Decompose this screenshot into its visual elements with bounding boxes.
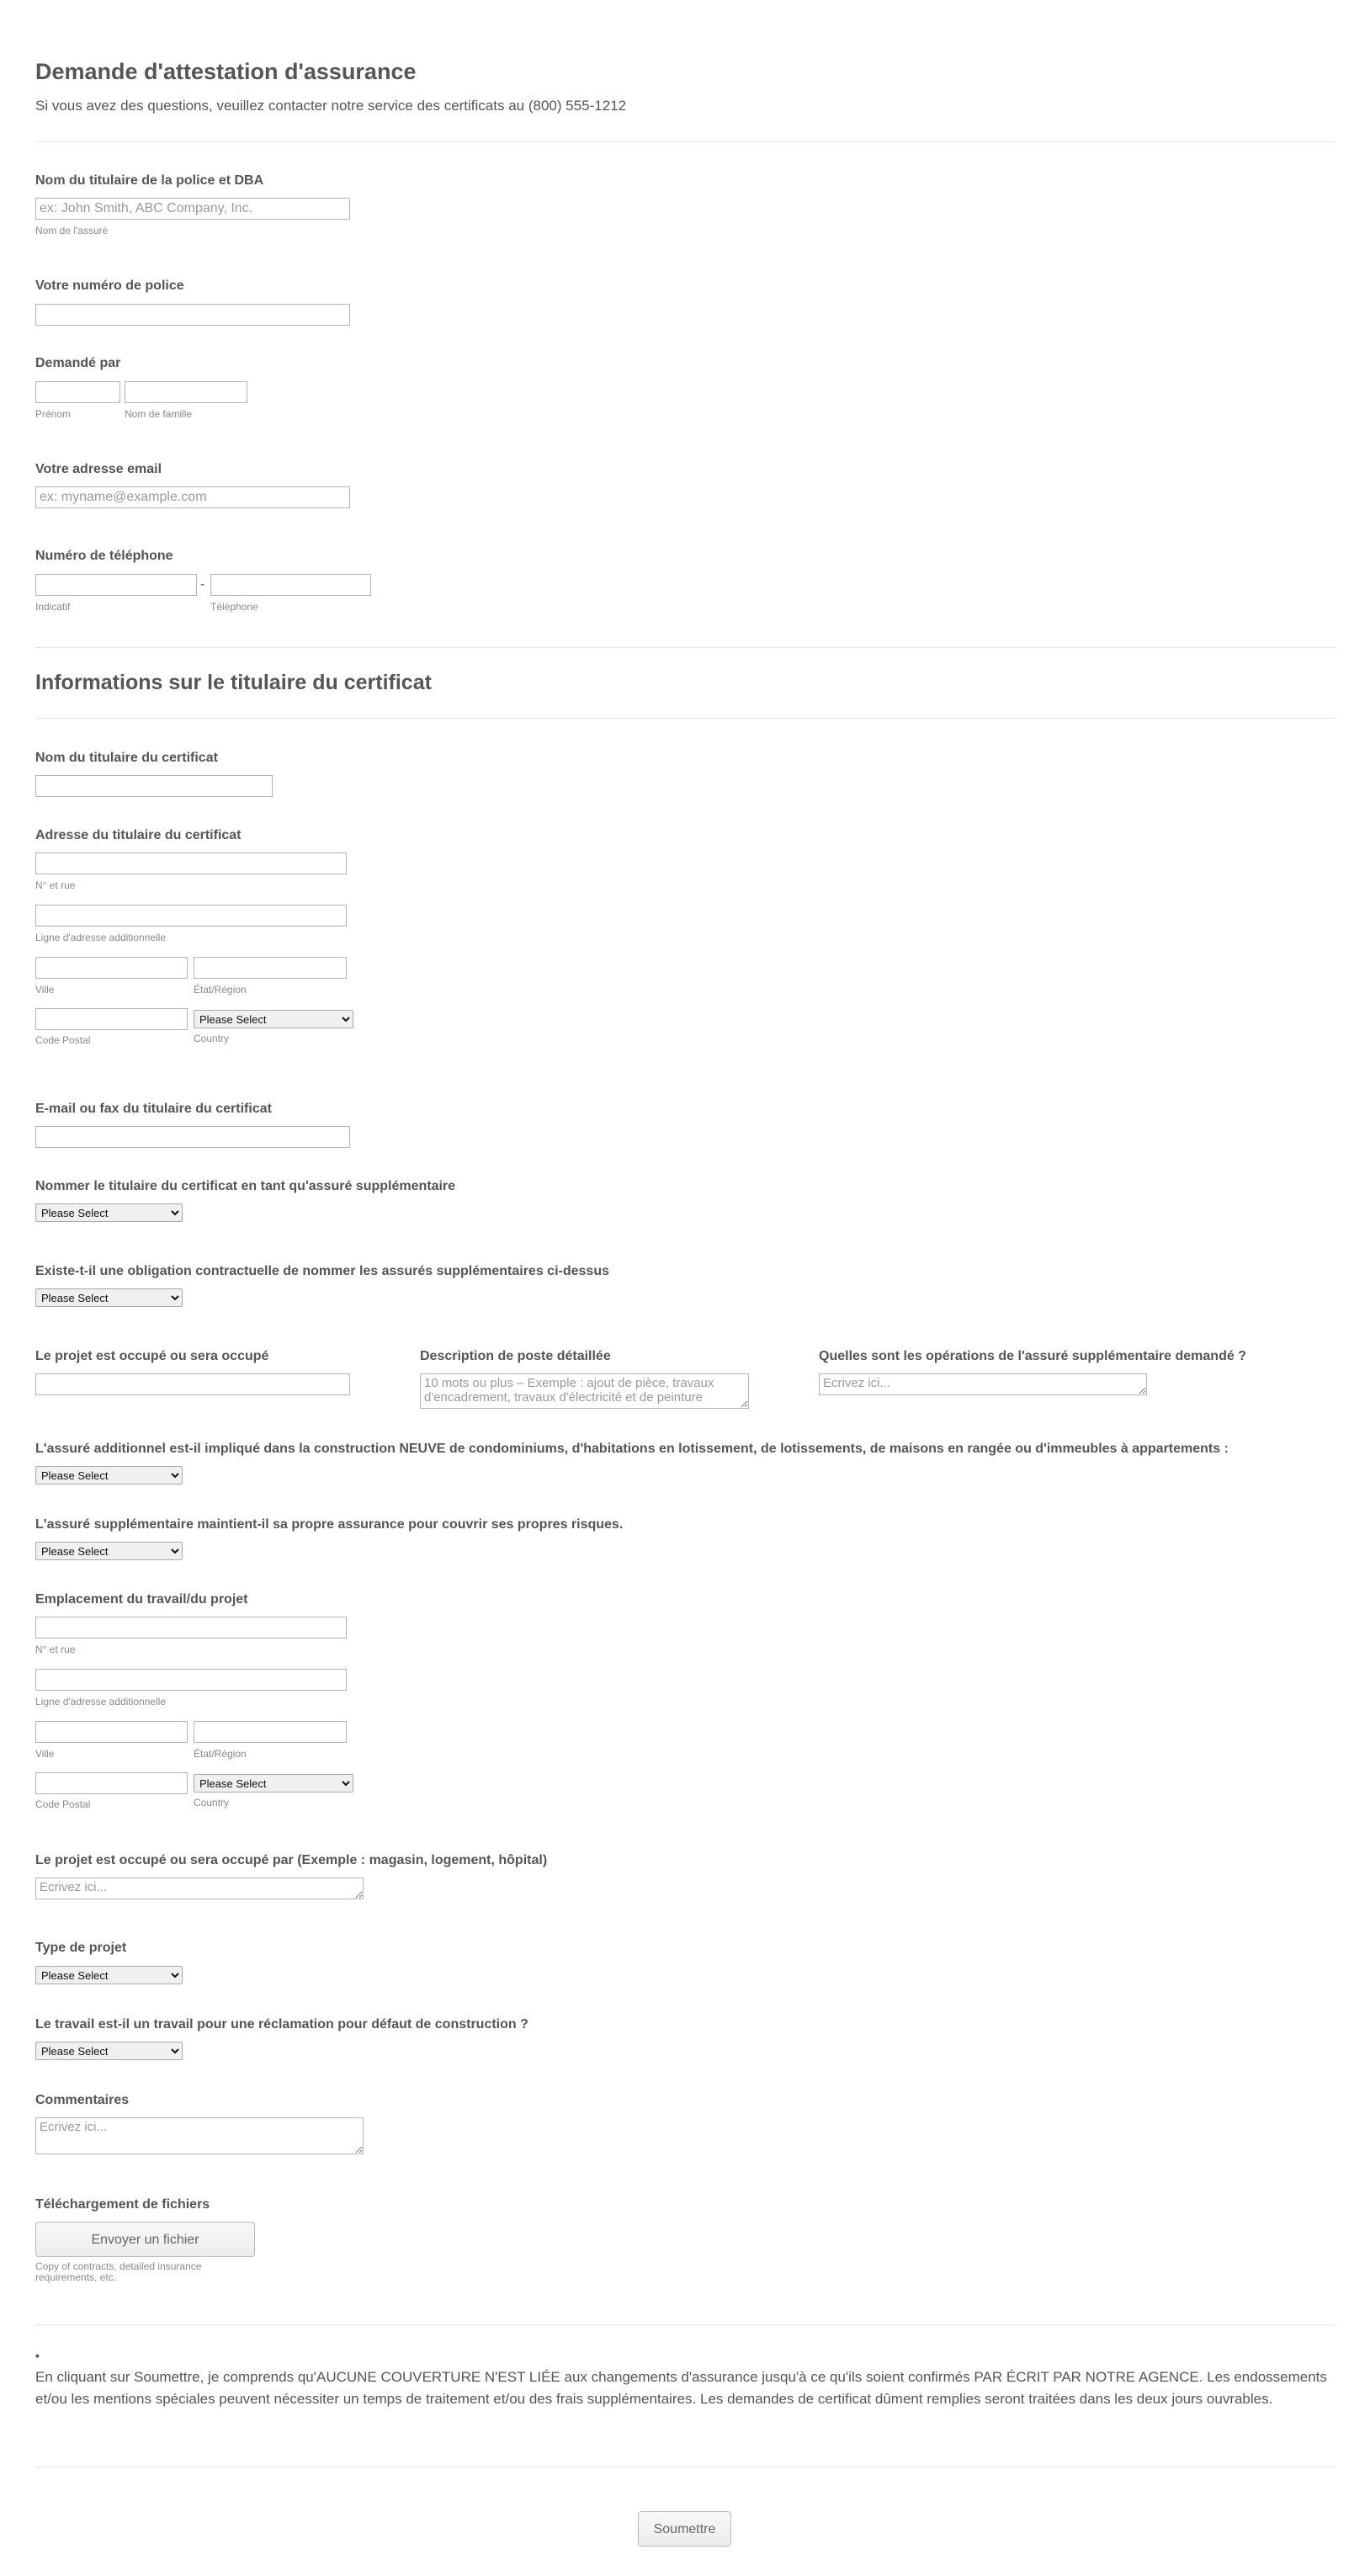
job-state-sublabel: État/Région [194, 1748, 247, 1760]
last-name-sublabel: Nom de famille [125, 408, 193, 420]
file-upload-hint: requirements, etc. [35, 2271, 117, 2283]
divider [35, 647, 1335, 648]
phone-number-input[interactable] [210, 574, 371, 596]
job-state-input[interactable] [194, 1721, 347, 1743]
certificate-address-label: Adresse du titulaire du certificat [35, 828, 242, 842]
first-name-sublabel: Prénom [35, 408, 72, 420]
job-city-input[interactable] [35, 1721, 188, 1743]
certificate-street-sublabel: N° et rue [35, 879, 76, 891]
file-upload-label: Téléchargement de fichiers [35, 2197, 210, 2212]
job-line2-sublabel: Ligne d'adresse additionnelle [35, 1696, 167, 1708]
certificate-holder-name-input[interactable] [35, 775, 273, 797]
phone-area-sublabel: Indicatif [35, 601, 71, 613]
policy-holder-label: Nom du titulaire de la police et DBA [35, 173, 264, 188]
certificate-country-select[interactable] [194, 1010, 353, 1028]
upload-file-button[interactable]: Envoyer un fichier [35, 2222, 255, 2257]
job-country-sublabel: Country [194, 1797, 230, 1809]
divider [35, 718, 1335, 719]
requested-by-label: Demandé par [35, 356, 121, 370]
disclaimer-text: En cliquant sur Soumettre, je comprends qu'AUCUNE COUVERTURE N'EST LIÉE aux changements d'assurance jusqu'à ce qu'ils soient confirmés PAR ÉCRIT PAR NOTRE AGENCE. Les endossements et/ou les mentions spéciales peuvent nécessiter un temps de traitement et/ou des frais supplémentaires. Les demandes de certificat dûment remplies seront traitées dans les deux jours ouvrables. [35, 2369, 1327, 2407]
occupied-by-textarea[interactable] [35, 1878, 364, 1899]
phone-number-sublabel: Téléphone [210, 601, 258, 613]
occupied-by-label: Le projet est occupé ou sera occupé par (Exemple : magasin, logement, hôpital) [35, 1853, 548, 1867]
policy-number-label: Votre numéro de police [35, 279, 184, 293]
contract-obligation-label: Existe-t-il une obligation contractuelle de nommer les assurés supplémentaires ci-dessus [35, 1264, 609, 1278]
job-city-sublabel: Ville [35, 1748, 55, 1760]
email-input[interactable] [35, 486, 350, 508]
certificate-city-sublabel: Ville [35, 984, 55, 996]
policy-holder-sublabel: Nom de l'assuré [35, 225, 109, 236]
job-description-label: Description de poste détaillée [420, 1349, 611, 1363]
certificate-state-sublabel: État/Région [194, 984, 247, 996]
divider [35, 2324, 1335, 2325]
job-description-textarea[interactable] [420, 1373, 749, 1409]
certificate-street-input[interactable] [35, 852, 347, 874]
additional-insured-select[interactable] [35, 1203, 183, 1222]
certificate-email-fax-label: E-mail ou fax du titulaire du certificat [35, 1102, 272, 1116]
divider [35, 141, 1335, 142]
disclaimer-bullet: • [35, 2349, 40, 2362]
contract-obligation-select[interactable] [35, 1288, 183, 1307]
submit-button[interactable]: Soumettre [638, 2511, 731, 2547]
comments-textarea[interactable] [35, 2117, 364, 2154]
phone-area-input[interactable] [35, 574, 197, 596]
job-street-input[interactable] [35, 1617, 347, 1639]
page-title: Demande d'attestation d'assurance [35, 59, 417, 84]
certificate-holder-name-label: Nom du titulaire du certificat [35, 751, 218, 765]
section-title: Informations sur le titulaire du certificat [35, 671, 432, 694]
job-postal-input[interactable] [35, 1772, 188, 1794]
new-construction-select[interactable] [35, 1466, 183, 1485]
job-street-sublabel: N° et rue [35, 1644, 76, 1655]
comments-label: Commentaires [35, 2093, 130, 2107]
certificate-line2-sublabel: Ligne d'adresse additionnelle [35, 932, 167, 943]
own-insurance-label: L'assuré supplémentaire maintient-il sa propre assurance pour couvrir ses propres risques. [35, 1517, 624, 1532]
job-line2-input[interactable] [35, 1669, 347, 1691]
certificate-email-fax-input[interactable] [35, 1126, 350, 1148]
certificate-line2-input[interactable] [35, 905, 347, 927]
project-type-select[interactable] [35, 1966, 183, 1984]
operations-textarea[interactable] [819, 1373, 1147, 1395]
additional-insured-label: Nommer le titulaire du certificat en tant qu'assuré supplémentaire [35, 1179, 456, 1193]
new-construction-label: L'assuré additionnel est-il impliqué dans la construction NEUVE de condominiums, d'habitations en lotissement, de lotissements, de maisons en rangée ou d'immeubles à appartements : [35, 1442, 1229, 1456]
project-occupied-input[interactable] [35, 1373, 350, 1395]
own-insurance-select[interactable] [35, 1542, 183, 1560]
phone-label: Numéro de téléphone [35, 549, 173, 563]
job-postal-sublabel: Code Postal [35, 1798, 91, 1810]
policy-number-input[interactable] [35, 304, 350, 326]
email-label: Votre adresse email [35, 462, 162, 476]
policy-holder-input[interactable] [35, 198, 350, 220]
certificate-postal-input[interactable] [35, 1008, 188, 1030]
defect-claim-label: Le travail est-il un travail pour une réclamation pour défaut de construction ? [35, 2017, 528, 2032]
defect-claim-select[interactable] [35, 2042, 183, 2060]
project-occupied-label: Le projet est occupé ou sera occupé [35, 1349, 269, 1363]
page-subtitle: Si vous avez des questions, veuillez contacter notre service des certificats au (800) 555-1212 [35, 98, 627, 114]
job-location-label: Emplacement du travail/du projet [35, 1592, 248, 1607]
first-name-input[interactable] [35, 381, 120, 403]
certificate-country-sublabel: Country [194, 1033, 230, 1044]
certificate-city-input[interactable] [35, 957, 188, 979]
operations-label: Quelles sont les opérations de l'assuré supplémentaire demandé ? [819, 1349, 1246, 1363]
phone-separator: - [200, 577, 205, 592]
certificate-postal-sublabel: Code Postal [35, 1034, 91, 1046]
certificate-state-input[interactable] [194, 957, 347, 979]
file-upload-hint: Copy of contracts, detailed insurance [35, 2260, 202, 2272]
job-country-select[interactable] [194, 1774, 353, 1793]
last-name-input[interactable] [125, 381, 247, 403]
project-type-label: Type de projet [35, 1941, 127, 1955]
